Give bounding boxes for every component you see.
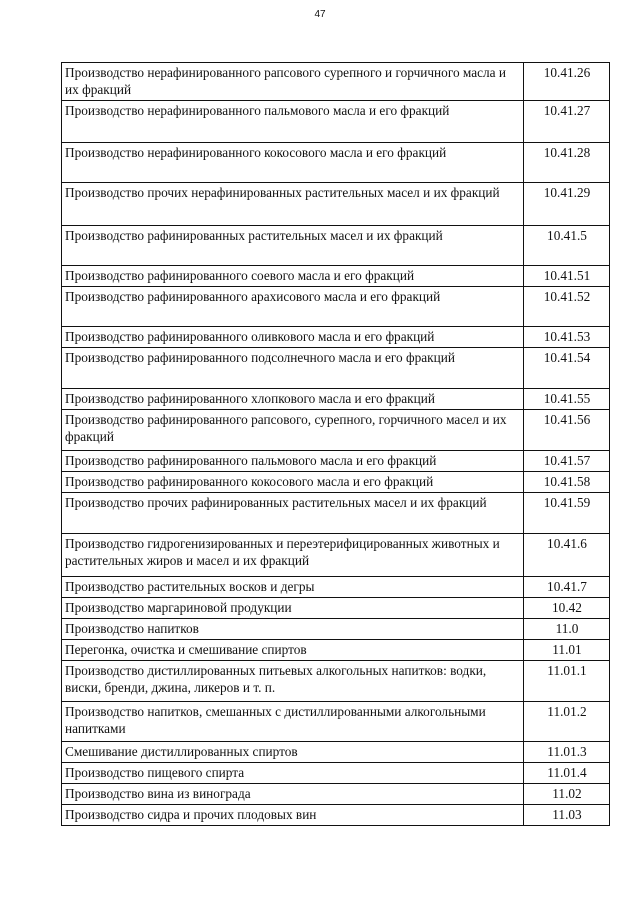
table-row bbox=[62, 472, 610, 493]
activity-name: Смешивание дистиллированных спиртов bbox=[62, 742, 524, 763]
table-row bbox=[62, 640, 610, 661]
activity-code: 10.41.57 bbox=[524, 451, 610, 472]
table-row bbox=[62, 619, 610, 640]
activity-code: 10.41.59 bbox=[524, 493, 610, 534]
table-row bbox=[62, 287, 610, 327]
table-row bbox=[62, 598, 610, 619]
table-row bbox=[62, 577, 610, 598]
activity-code: 10.41.53 bbox=[524, 327, 610, 348]
activity-name: Производство нерафинированного рапсового сурепного и горчичного масла и их фракций bbox=[62, 63, 524, 101]
table-row bbox=[62, 410, 610, 451]
table-row bbox=[62, 143, 610, 183]
table-row bbox=[62, 389, 610, 410]
activity-name: Производство растительных восков и дегры bbox=[62, 577, 524, 598]
activity-code: 10.41.27 bbox=[524, 101, 610, 143]
activity-name: Производство рафинированных растительных масел и их фракций bbox=[62, 226, 524, 266]
activity-code: 10.41.26 bbox=[524, 63, 610, 101]
activity-code: 10.41.28 bbox=[524, 143, 610, 183]
table-row bbox=[62, 226, 610, 266]
activity-code: 11.0 bbox=[524, 619, 610, 640]
activity-code: 11.03 bbox=[524, 805, 610, 826]
table-row bbox=[62, 805, 610, 826]
activity-name: Производство рафинированного рапсового, сурепного, горчичного масел и их фракций bbox=[62, 410, 524, 451]
table-row bbox=[62, 327, 610, 348]
table-row bbox=[62, 661, 610, 702]
activity-code: 11.01.2 bbox=[524, 702, 610, 742]
table-row bbox=[62, 784, 610, 805]
activity-code: 11.01.1 bbox=[524, 661, 610, 702]
table-body bbox=[62, 63, 610, 826]
activity-name: Производство дистиллированных питьевых алкогольных напитков: водки, виски, бренди, джина, ликеров и т. п. bbox=[62, 661, 524, 702]
activity-name: Производство рафинированного пальмового масла и его фракций bbox=[62, 451, 524, 472]
activity-code: 10.41.56 bbox=[524, 410, 610, 451]
activity-code: 10.41.55 bbox=[524, 389, 610, 410]
table-row bbox=[62, 534, 610, 577]
activity-name: Производство рафинированного подсолнечного масла и его фракций bbox=[62, 348, 524, 389]
activity-name: Производство пищевого спирта bbox=[62, 763, 524, 784]
activity-name: Производство рафинированного оливкового масла и его фракций bbox=[62, 327, 524, 348]
activity-name: Перегонка, очистка и смешивание спиртов bbox=[62, 640, 524, 661]
activity-name: Производство прочих рафинированных растительных масел и их фракций bbox=[62, 493, 524, 534]
activity-code: 10.41.5 bbox=[524, 226, 610, 266]
table-row bbox=[62, 348, 610, 389]
activity-name: Производство рафинированного хлопкового масла и его фракций bbox=[62, 389, 524, 410]
activity-code: 10.41.51 bbox=[524, 266, 610, 287]
activity-name: Производство рафинированного кокосового масла и его фракций bbox=[62, 472, 524, 493]
activity-name: Производство сидра и прочих плодовых вин bbox=[62, 805, 524, 826]
page-number: 47 bbox=[314, 9, 326, 20]
activity-name: Производство рафинированного арахисового масла и его фракций bbox=[62, 287, 524, 327]
activity-name: Производство прочих нерафинированных растительных масел и их фракций bbox=[62, 183, 524, 226]
activity-name: Производство нерафинированного пальмового масла и его фракций bbox=[62, 101, 524, 143]
activity-code: 11.01 bbox=[524, 640, 610, 661]
activity-code: 10.41.29 bbox=[524, 183, 610, 226]
activity-name: Производство маргариновой продукции bbox=[62, 598, 524, 619]
table-row bbox=[62, 183, 610, 226]
activity-name: Производство напитков bbox=[62, 619, 524, 640]
activity-code: 10.41.52 bbox=[524, 287, 610, 327]
table-row bbox=[62, 451, 610, 472]
activity-code-table bbox=[61, 62, 610, 826]
table-row bbox=[62, 493, 610, 534]
activity-name: Производство рафинированного соевого масла и его фракций bbox=[62, 266, 524, 287]
table-row bbox=[62, 101, 610, 143]
activity-name: Производство нерафинированного кокосового масла и его фракций bbox=[62, 143, 524, 183]
activity-code: 10.41.58 bbox=[524, 472, 610, 493]
activity-code: 10.41.7 bbox=[524, 577, 610, 598]
table-row bbox=[62, 266, 610, 287]
activity-name: Производство вина из винограда bbox=[62, 784, 524, 805]
activity-name: Производство гидрогенизированных и переэтерифицированных животных и растительных жиров и масел и их фракций bbox=[62, 534, 524, 577]
table-row bbox=[62, 742, 610, 763]
table-row bbox=[62, 763, 610, 784]
activity-code: 10.41.54 bbox=[524, 348, 610, 389]
table-row bbox=[62, 702, 610, 742]
activity-code: 11.02 bbox=[524, 784, 610, 805]
activity-code: 11.01.3 bbox=[524, 742, 610, 763]
activity-code: 10.42 bbox=[524, 598, 610, 619]
activity-code: 11.01.4 bbox=[524, 763, 610, 784]
activity-code: 10.41.6 bbox=[524, 534, 610, 577]
table-row bbox=[62, 63, 610, 101]
activity-name: Производство напитков, смешанных с дистиллированными алкогольными напитками bbox=[62, 702, 524, 742]
